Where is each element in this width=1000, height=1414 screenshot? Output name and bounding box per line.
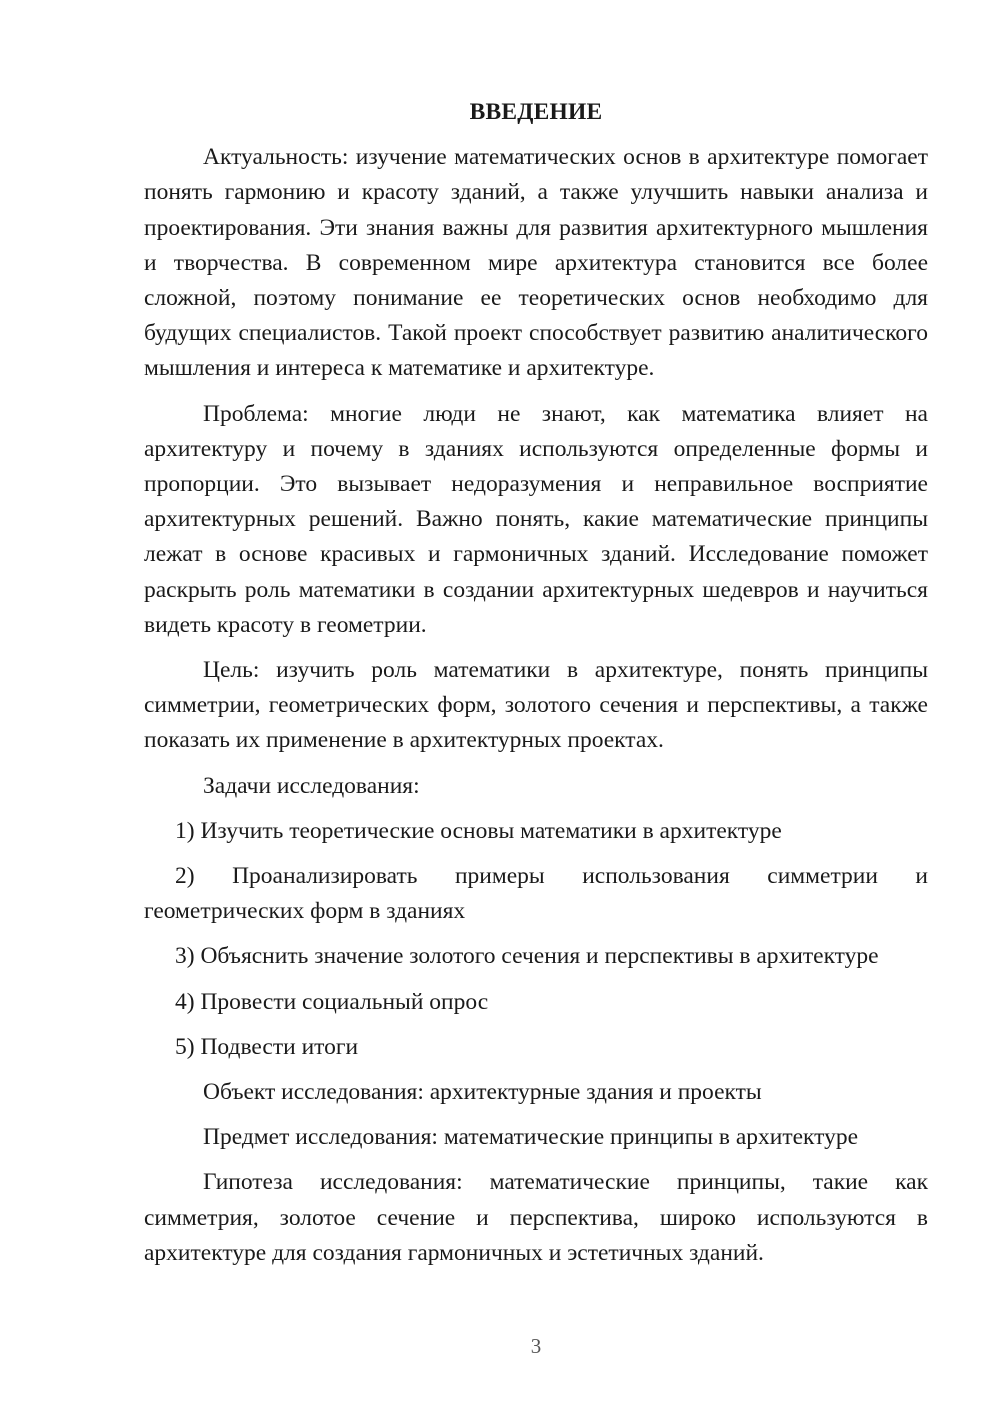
hypothesis-paragraph: Гипотеза исследования: математические принципы, такие как симметрия, золотое сечение и перспектива, широко используются в архитектуре для создания гармоничных и эстетичных зданий.: [144, 1169, 928, 1266]
subject-paragraph: Предмет исследования: математические принципы в архитектуре: [203, 1124, 859, 1151]
page-title: ВВЕДЕНИЕ: [469, 99, 603, 125]
page-number: 3: [530, 1334, 542, 1358]
goal-paragraph: Цель: изучить роль математики в архитектуре, понять принципы симметрии, геометрических форм, золотого сечения и перспективы, а также показать их применение в архитектурных проектах.: [144, 657, 928, 754]
tasks-heading: Задачи исследования:: [203, 772, 420, 799]
task-item-4: 4) Провести социальный опрос: [175, 988, 489, 1015]
task-item-3: 3) Объяснить значение золотого сечения и перспективы в архитектуре: [175, 943, 879, 970]
object-paragraph: Объект исследования: архитектурные здания и проекты: [203, 1079, 762, 1106]
task-item-5: 5) Подвести итоги: [175, 1033, 359, 1060]
task-item-1: 1) Изучить теоретические основы математики в архитектуре: [175, 817, 782, 844]
relevance-paragraph: Актуальность: изучение математических основ в архитектуре помогает понять гармонию и красоту зданий, а также улучшить навыки анализа и проектирования. Эти знания важны для развития архитектурного мышления и творчества. В современном мире архитектура становится все более сложной, поэтому понимание ее теоретических основ необходимо для будущих специалистов. Такой проект способствует развитию аналитического мышления и интереса к математике и архитектуре.: [144, 144, 928, 382]
document-page: [144, 95, 928, 1281]
problem-paragraph: Проблема: многие люди не знают, как математика влияет на архитектуру и почему в зданиях используются определенные формы и пропорции. Это вызывает недоразумения и неправильное восприятие архитектурных решений. Важно понять, какие математические принципы лежат в основе красивых и гармоничных зданий. Исследование поможет раскрыть роль математики в создании архитектурных шедевров и научиться видеть красоту в геометрии.: [144, 400, 928, 638]
task-item-2: 2) Проанализировать примеры использования симметрии и геометрических форм в зданиях: [144, 863, 928, 925]
